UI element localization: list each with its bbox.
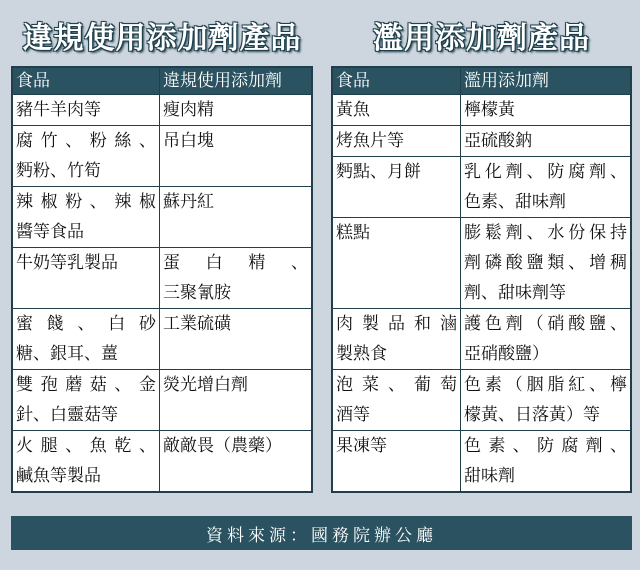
additive-cell <box>160 370 313 431</box>
food-cell <box>332 309 461 370</box>
table-row <box>12 126 312 187</box>
additive-cell <box>461 431 632 493</box>
food-cell <box>12 370 160 431</box>
cell-line: 護色劑（硝酸鹽、 <box>464 314 627 334</box>
source-footer: 資料來源：國務院辦公廳 <box>11 516 632 550</box>
food-cell <box>332 218 461 309</box>
cell-line: 色素、防腐劑、 <box>464 436 627 456</box>
left-panel-title: 違規使用添加劑產品 <box>22 21 302 56</box>
cell-line: 腐竹、粉絲、 <box>16 131 156 151</box>
cell-line: 肉製品和滷 <box>336 314 457 334</box>
table-row <box>332 431 631 493</box>
cell-line: 瘦肉精 <box>163 100 214 120</box>
left-panel <box>11 4 313 493</box>
column-header-additive: 濫用添加劑 <box>461 67 632 95</box>
food-cell <box>12 95 160 126</box>
cell-line: 甜味劑 <box>464 466 515 486</box>
cell-line: 三聚氰胺 <box>163 283 231 303</box>
additive-cell <box>461 157 632 218</box>
table-row <box>12 187 312 248</box>
additive-cell <box>160 95 313 126</box>
column-header-additive: 違規使用添加劑 <box>160 67 313 95</box>
food-cell <box>12 126 160 187</box>
left-table-body <box>12 95 312 493</box>
cell-line: 泡菜、葡萄 <box>336 375 457 395</box>
additive-cell <box>461 218 632 309</box>
table-row <box>332 309 631 370</box>
additive-cell <box>461 95 632 126</box>
cell-line: 牛奶等乳製品 <box>16 253 118 273</box>
abuse-additives-table <box>331 66 632 493</box>
additive-cell <box>461 126 632 157</box>
additive-cell <box>461 309 632 370</box>
food-cell <box>12 309 160 370</box>
food-cell <box>12 187 160 248</box>
cell-line: 蛋白精、 <box>163 253 308 273</box>
cell-line: 火腿、魚乾、 <box>16 436 156 456</box>
cell-line: 糖、銀耳、薑 <box>16 344 118 364</box>
cell-line: 劑、甜味劑等 <box>464 283 566 303</box>
cell-line: 劑磷酸鹽類、增稠 <box>464 253 627 273</box>
table-row <box>332 218 631 309</box>
table-row <box>332 370 631 431</box>
cell-line: 黃魚 <box>336 100 370 120</box>
right-panel-title: 濫用添加劑產品 <box>373 21 590 56</box>
table-row <box>332 95 631 126</box>
table-row <box>12 370 312 431</box>
cell-line: 檸檬黃 <box>464 100 515 120</box>
cell-line: 麪粉、竹筍 <box>16 161 101 181</box>
table-row <box>12 95 312 126</box>
violation-additives-table <box>11 66 313 493</box>
cell-line: 吊白塊 <box>163 131 214 151</box>
table-header-row <box>332 67 631 95</box>
food-cell <box>332 157 461 218</box>
cell-line: 蜜餞、白砂 <box>16 314 156 334</box>
cell-line: 膨鬆劑、水份保持 <box>464 223 627 243</box>
additive-cell <box>160 187 313 248</box>
food-cell <box>332 126 461 157</box>
right-table-body <box>332 95 631 493</box>
additive-cell <box>160 309 313 370</box>
additive-cell <box>461 370 632 431</box>
cell-line: 工業硫磺 <box>163 314 231 334</box>
cell-line: 敵敵畏（農藥） <box>163 436 282 456</box>
cell-line: 辣椒粉、辣椒 <box>16 192 156 212</box>
table-row <box>12 431 312 493</box>
cell-line: 檬黃、日落黃）等 <box>464 405 600 425</box>
table-row <box>12 309 312 370</box>
cell-line: 蘇丹紅 <box>163 192 214 212</box>
table-row <box>12 248 312 309</box>
cell-line: 雙孢蘑菇、金 <box>16 375 156 395</box>
cell-line: 亞硝酸鹽） <box>464 344 549 364</box>
additive-cell <box>160 431 313 493</box>
cell-line: 麪點、月餅 <box>336 162 421 182</box>
table-row <box>332 157 631 218</box>
food-cell <box>12 248 160 309</box>
table-header-row <box>12 67 312 95</box>
table-row <box>332 126 631 157</box>
additive-cell <box>160 248 313 309</box>
food-cell <box>12 431 160 493</box>
column-header-food: 食品 <box>12 67 160 95</box>
cell-line: 乳化劑、防腐劑、 <box>464 162 627 182</box>
right-panel <box>331 4 632 493</box>
cell-line: 果凍等 <box>336 436 387 456</box>
cell-line: 醬等食品 <box>16 222 84 242</box>
food-cell <box>332 370 461 431</box>
cell-line: 酒等 <box>336 405 370 425</box>
cell-line: 豬牛羊肉等 <box>16 100 101 120</box>
cell-line: 鹹魚等製品 <box>16 466 101 486</box>
food-cell <box>332 95 461 126</box>
additive-cell <box>160 126 313 187</box>
cell-line: 製熟食 <box>336 344 387 364</box>
cell-line: 色素（胭脂紅、檸 <box>464 375 627 395</box>
food-cell <box>332 431 461 493</box>
cell-line: 亞硫酸鈉 <box>464 131 532 151</box>
cell-line: 針、白靈菇等 <box>16 405 118 425</box>
column-header-food: 食品 <box>332 67 461 95</box>
cell-line: 烤魚片等 <box>336 131 404 151</box>
cell-line: 色素、甜味劑 <box>464 192 566 212</box>
cell-line: 糕點 <box>336 223 370 243</box>
cell-line: 熒光增白劑 <box>163 375 248 395</box>
